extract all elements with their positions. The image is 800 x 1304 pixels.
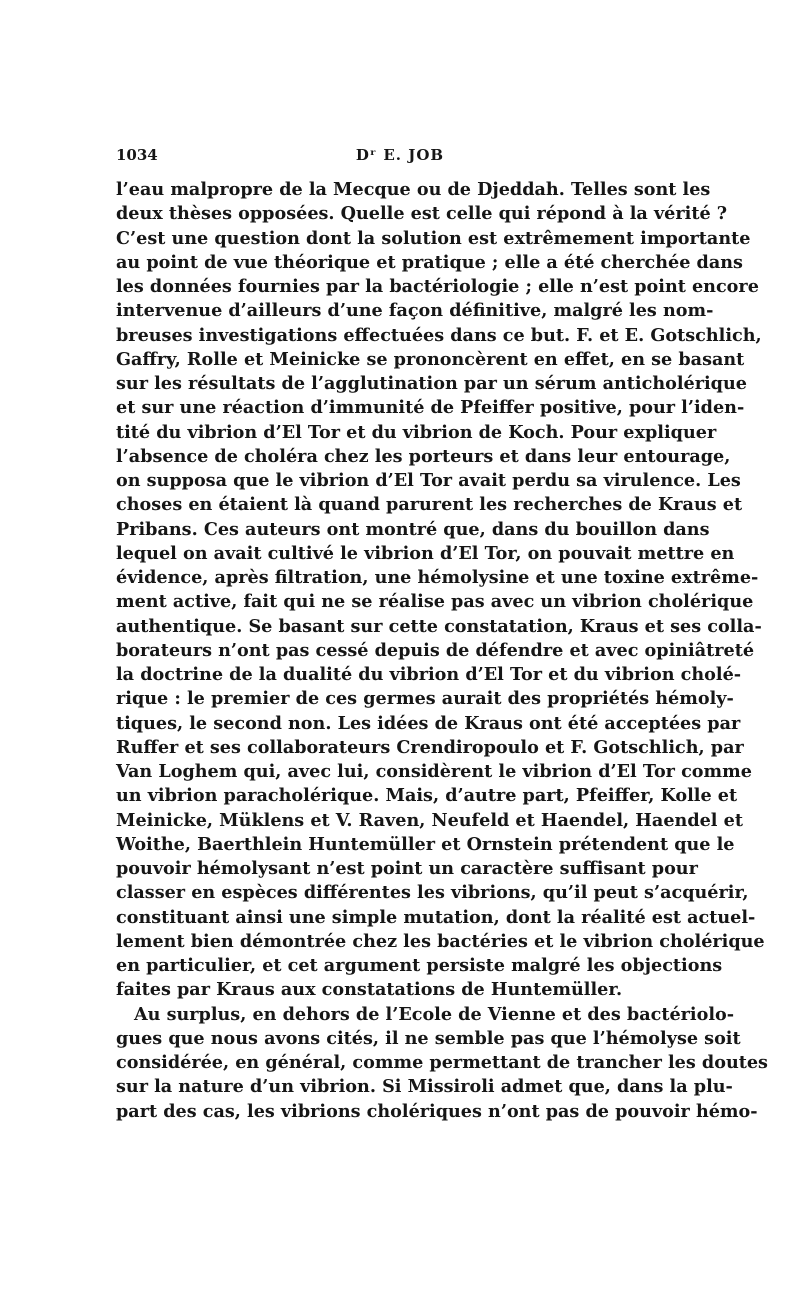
text-line: breuses investigations effectuées dans ce but. F. et E. Gotschlich,: [116, 324, 762, 346]
text-line: rique : le premier de ces germes aurait des propriétés hémoly-: [116, 688, 734, 710]
text-line: au point de vue théorique et pratique ; elle a été cherchée dans: [116, 251, 743, 273]
text-line: part des cas, les vibrions cholériques n’ont pas de pouvoir hémo-: [116, 1100, 758, 1122]
text-line: ment active, fait qui ne se réalise pas avec un vibrion cholérique: [116, 591, 754, 613]
body-text: [116, 178, 768, 1124]
text-line: lement bien démontrée chez les bactéries et le vibrion cholérique: [116, 930, 765, 952]
text-line: sur les résultats de l’agglutination par un sérum anticholérique: [116, 373, 747, 394]
header-title: Dʳ E. JOB: [355, 146, 445, 164]
text-line: Pribans. Ces auteurs ont montré que, dans du bouillon dans: [116, 518, 710, 540]
text-line: constituant ainsi une simple mutation, dont la réalité est actuel-: [116, 906, 756, 928]
text-line: l’absence de choléra chez les porteurs et dans leur entourage,: [116, 445, 731, 467]
text-line: choses en étaient là quand parurent les recherches de Kraus et: [116, 494, 743, 516]
text-line: pouvoir hémolysant n’est point un caractère suffisant pour: [116, 858, 698, 879]
text-line: Gaffry, Rolle et Meinicke se prononcèrent en effet, en se basant: [116, 348, 745, 370]
text-line: lequel on avait cultivé le vibrion d’El Tor, on pouvait mettre en: [116, 542, 735, 564]
text-line: sur la nature d’un vibrion. Si Missiroli admet que, dans la plu-: [116, 1076, 733, 1098]
text-line: et sur une réaction d’immunité de Pfeiffer positive, pour l’iden-: [116, 397, 745, 419]
text-line: Woithe, Baerthlein Huntemüller et Ornstein prétendent que le: [116, 833, 735, 855]
text-line: les données fournies par la bactériologie ; elle n’est point encore: [116, 276, 759, 297]
text-line: classer en espèces différentes les vibrions, qu’il peut s’acquérir,: [116, 882, 749, 904]
text-line: deux thèses opposées. Quelle est celle qui répond à la vérité ?: [116, 203, 728, 225]
text-line: en particulier, et cet argument persiste malgré les objections: [116, 955, 723, 976]
text-line: authentique. Se basant sur cette constatation, Kraus et ses colla-: [116, 615, 762, 637]
text-line: un vibrion paracholérique. Mais, d’autre part, Pfeiffer, Kolle et: [116, 785, 738, 807]
text-line: intervenue d’ailleurs d’une façon définitive, malgré les nom-: [116, 300, 714, 322]
page-number: 1034: [116, 146, 158, 164]
text-line: évidence, après filtration, une hémolysine et une toxine extrême-: [116, 567, 759, 588]
text-line: Van Loghem qui, avec lui, considèrent le vibrion d’El Tor comme: [116, 761, 752, 782]
text-line: considérée, en général, comme permettant de trancher les doutes: [116, 1052, 768, 1073]
text-line: on supposa que le vibrion d’El Tor avait perdu sa virulence. Les: [116, 470, 741, 491]
text-line: gues que nous avons cités, il ne semble pas que l’hémolyse soit: [116, 1027, 741, 1049]
text-line: Ruffer et ses collaborateurs Crendiropoulo et F. Gotschlich, par: [116, 736, 744, 758]
text-line: tité du vibrion d’El Tor et du vibrion de Koch. Pour expliquer: [116, 421, 717, 443]
text-line: C’est une question dont la solution est extrêmement importante: [116, 227, 751, 249]
text-line: l’eau malpropre de la Mecque ou de Djeddah. Telles sont les: [116, 179, 711, 200]
text-line: borateurs n’ont pas cessé depuis de défendre et avec opiniâtreté: [116, 639, 755, 661]
text-line: faites par Kraus aux constatations de Huntemüller.: [116, 979, 623, 1001]
text-line: tiques, le second non. Les idées de Kraus ont été acceptées par: [116, 712, 741, 734]
running-head: [116, 146, 684, 170]
text-line: Au surplus, en dehors de l’Ecole de Vienne et des bactériolo-: [134, 1003, 735, 1025]
text-line: la doctrine de la dualité du vibrion d’El Tor et du vibrion cholé-: [116, 664, 742, 685]
text-line: Meinicke, Müklens et V. Raven, Neufeld et Haendel, Haendel et: [116, 809, 743, 831]
